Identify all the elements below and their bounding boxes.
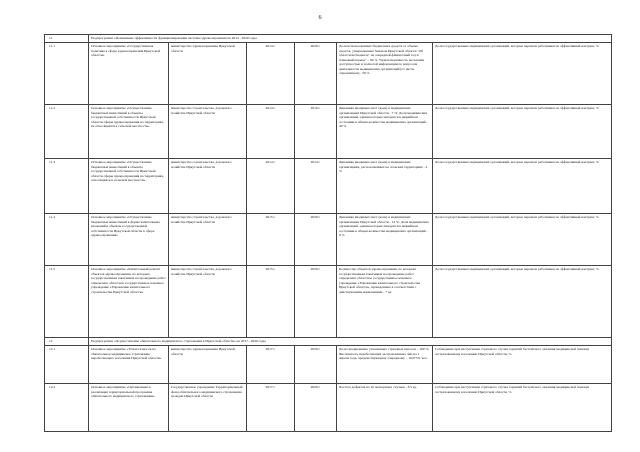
end-year-cell: 2016 г. xyxy=(295,105,337,159)
section-number: 11 xyxy=(45,35,89,43)
result-cell: Количество объектов здравоохранения, по которым государственным заказчиком на проведение работ определено областное государственное казенное учреждение «Управление капитального строительства Иркутской области», проведенных в соответствии с действующими нормативами - 7 ед. xyxy=(337,266,433,338)
start-year-cell: 2014 г. xyxy=(247,159,295,214)
row-number: 11.5 xyxy=(45,266,89,338)
row-number: 12.1 xyxy=(45,346,89,384)
measure-cell: Основное мероприятие «Государственная политика в сфере здравоохранения Иркутской области» xyxy=(89,43,169,105)
result-cell: Доля использованных бюджетных средств от объема средств, утвержденных Законом Иркутской области "Об областном бюджете" на очередной финансовый год и плановый период" – 99 %. Удовлетворенность населения доступностью и полнотой информации по вопросам деятельности медицинских организаций (от числа опрошенных) - 56 % xyxy=(337,43,433,105)
row-number: 11.3 xyxy=(45,159,89,214)
executor-cell: министерство строительства, дорожного хозяйства Иркутской области xyxy=(169,214,247,266)
result-cell: Доля своевременно уплаченных страховых взносов – 100 %. Численность неработающих застрахованных лиц на 1 апреля года, предшествующему очередному – 1647721 чел. xyxy=(337,346,433,384)
result-cell: Динамика вводимых мест (коек) в медицинских организациях Иркутской области - 14 %. Доля медицинских организаций, здания которых находятся в аварийном состоянии в общем количестве медицинских организаций - 6 % xyxy=(337,214,433,266)
row-number: 11.1 xyxy=(45,43,89,105)
page-number: 6 xyxy=(318,14,322,21)
result-cell: Частота дефектов на 10 экспертных случаев - 3,5 ед. xyxy=(337,384,433,432)
indicator-cell: Соблюдение при наступлении страхового случая гарантий бесплатного оказания медицинской помощи застрахованному населению Иркутской области, % xyxy=(433,346,612,384)
measure-cell: Основное мероприятие «Осуществление бюджетных инвестиций в форме капитальных вложений в объекты государственной собственности Иркутской области в сфере здравоохранения» xyxy=(89,214,169,266)
start-year-cell: 2015 г. xyxy=(247,214,295,266)
measure-cell: Основное мероприятие «Капитальный ремонт объектов здравоохранения, по которым государственным заказчиком на проведение работ определено областное государственное казенное учреждение «Управление капитального строительства Иркутской области» xyxy=(89,266,169,338)
section-header-11 xyxy=(45,35,612,43)
end-year-cell: 2020 г. xyxy=(295,384,337,432)
start-year-cell: 2017 г. xyxy=(247,384,295,432)
end-year-cell: 2014 г. xyxy=(295,159,337,214)
table-row xyxy=(45,346,612,384)
indicator-cell: Доля государственных медицинских организаций, которые перешли работников на эффективный контракт, % xyxy=(433,105,612,159)
indicator-cell: Доля государственных медицинских организаций, которые перешли работников на эффективный контракт, % xyxy=(433,159,612,214)
start-year-cell: 2014 г. xyxy=(247,105,295,159)
table-row xyxy=(45,105,612,159)
end-year-cell: 2020 г. xyxy=(295,266,337,338)
measure-cell: Основное мероприятие «Организация и реализация территориальной программы обязательного медицинского страхования» xyxy=(89,384,169,432)
table-row xyxy=(45,266,612,338)
indicator-cell: Доля государственных медицинских организаций, которые перешли работников на эффективный контракт, % xyxy=(433,43,612,105)
indicator-cell: Доля государственных медицинских организаций, которые перешли работников на эффективный контракт, % xyxy=(433,214,612,266)
executor-cell: министерство строительства, дорожного хозяйства Иркутской области xyxy=(169,159,247,214)
indicator-cell: Соблюдение при наступлении страхового случая гарантий бесплатного оказания медицинской помощи застрахованному населению Иркутской области, % xyxy=(433,384,612,432)
measure-cell: Основное мероприятие «Осуществление бюджетных инвестиций в объекты государственной собственности Иркутской области сферы здравоохранения на территориях, не относящихся к сельской местности» xyxy=(89,105,169,159)
executor-cell: министерство строительства, дорожного хозяйства Иркутской области xyxy=(169,105,247,159)
start-year-cell: 2017 г. xyxy=(247,346,295,384)
program-measures-table xyxy=(44,34,612,432)
section-header-12 xyxy=(45,338,612,346)
measure-cell: Основное мероприятие «Осуществление бюджетных инвестиций в объекты государственной собственности Иркутской области сферы здравоохранения на территориях, относящихся к сельской местности» xyxy=(89,159,169,214)
end-year-cell: 2020 г. xyxy=(295,214,337,266)
section-number: 12 xyxy=(45,338,89,346)
table-row xyxy=(45,43,612,105)
executor-cell: Государственное учреждение Территориальный фонд обязательного медицинского страхования граждан Иркутской области xyxy=(169,384,247,432)
section-title: Подпрограмма «Повышение эффективности функционирования системы здравоохранения на 2014 - 2020 годы xyxy=(89,35,612,43)
end-year-cell: 2020 г. xyxy=(295,346,337,384)
end-year-cell: 2020 г. xyxy=(295,43,337,105)
executor-cell: министерство здравоохранения Иркутской области xyxy=(169,43,247,105)
row-number: 12.2 xyxy=(45,384,89,432)
start-year-cell: 2014 г. xyxy=(247,43,295,105)
section-title: Подпрограмма «Осуществление обязательного медицинского страхования в Иркутской области» на 2017 - 2020 годы xyxy=(89,338,612,346)
result-cell: Динамика вводимых мест (коек) в медицинских организациях, расположенных на сельских территориях - 2 % xyxy=(337,159,433,214)
result-cell: Динамика вводимых мест (коек) в медицинских организациях Иркутской области - 7 %; Доля медицинских организаций, здания которых находятся в аварийном состоянии в общем количестве медицинских организаций - 40 % xyxy=(337,105,433,159)
row-number: 11.2 xyxy=(45,105,89,159)
executor-cell: министерство здравоохранения Иркутской области xyxy=(169,346,247,384)
table-row xyxy=(45,384,612,432)
table-row xyxy=(45,159,612,214)
table-row xyxy=(45,214,612,266)
executor-cell: министерство строительства, дорожного хозяйства Иркутской области xyxy=(169,266,247,338)
start-year-cell: 2015 г. xyxy=(247,266,295,338)
measure-cell: Основное мероприятие «Уплата взносов на обязательное медицинское страхование неработающего населения Иркутской области» xyxy=(89,346,169,384)
row-number: 11.4 xyxy=(45,214,89,266)
indicator-cell: Доля государственных медицинских организаций, которые перешли работников на эффективный контракт, % xyxy=(433,266,612,338)
